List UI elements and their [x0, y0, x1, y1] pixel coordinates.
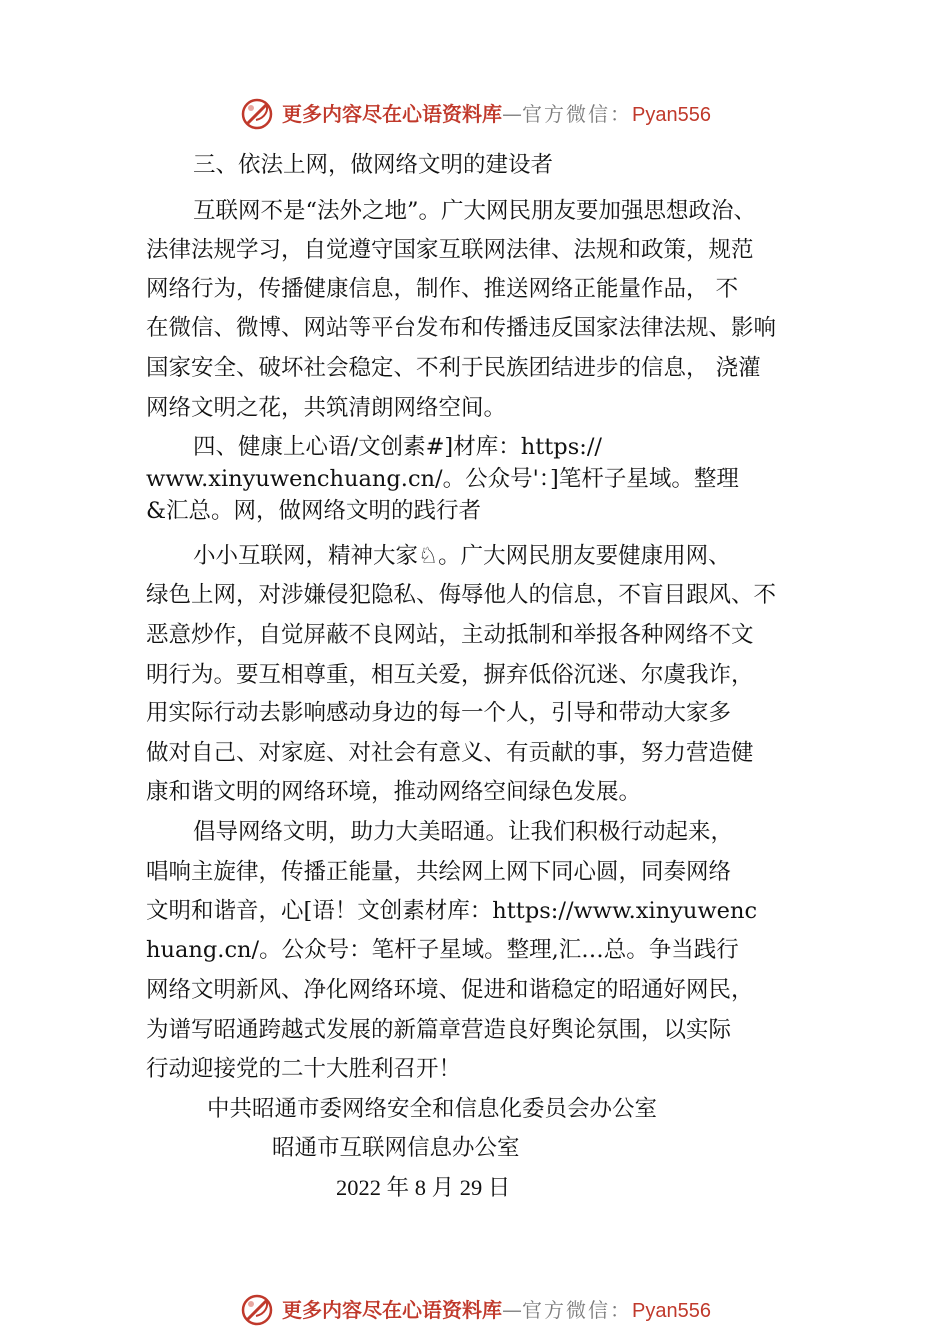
banner-text [282, 101, 711, 128]
closing-line: 网络文明新风、净化网络环境、促进和谐稳定的昭通好网民， [146, 977, 754, 1003]
section4-heading-line: &汇总。网，做网络文明的践行者 [146, 498, 482, 524]
section3-line: 网络行为，传播健康信息，制作、推送网络正能量作品， 不 [146, 276, 739, 302]
closing-line: 行动迎接党的二十大胜利召开！ [146, 1056, 462, 1082]
section4-heading-line: 四、健康上心语/文创素#]材库：https:// [193, 434, 602, 460]
section3-line: 法律法规学习，自觉遵守国家互联网法律、法规和政策，规范 [146, 237, 754, 263]
section4-line: 康和谐文明的网络环境，推动网络空间绿色发展。 [146, 779, 642, 805]
banner-wechat-id: Pyan556 [632, 1300, 711, 1322]
section4-line: 明行为。要互相尊重，相互关爱，摒弃低俗沉迷、尔虞我诈， [146, 662, 754, 688]
quill-logo-icon [239, 1292, 275, 1328]
banner-text [282, 1297, 711, 1324]
section4-line: 用实际行动去影响感动身边的每一个人，引导和带动大家多 [146, 700, 732, 726]
section3-line: 网络文明之花，共筑清朗网络空间。 [146, 395, 507, 421]
quill-logo-icon [239, 96, 275, 132]
closing-line: 文明和谐音，心[语！文创素材库：https://www.xinyuwenc [146, 898, 758, 924]
closing-line: 为谱写昭通跨越式发展的新篇章营造良好舆论氛围，以实际 [146, 1017, 732, 1043]
banner-main-text: 更多内容尽在心语资料库 [282, 1298, 502, 1322]
header-banner [0, 94, 950, 134]
section4-line: 做对自己、对家庭、对社会有意义、有贡献的事，努力营造健 [146, 740, 754, 766]
section3-heading: 三、依法上网，做网络文明的建设者 [193, 152, 554, 178]
footer-banner [0, 1290, 950, 1330]
signature-org-1: 中共昭通市委网络安全和信息化委员会办公室 [207, 1096, 658, 1122]
signature-org-2: 昭通市互联网信息办公室 [272, 1135, 520, 1161]
section3-line: 国家安全、破坏社会稳定、不利于民族团结进步的信息， 浇灌 [146, 355, 761, 381]
banner-dash: — [502, 1298, 522, 1322]
banner-main-text: 更多内容尽在心语资料库 [282, 102, 502, 126]
banner-sub-text: 官方微信： [522, 1298, 632, 1322]
section4-line: 小小互联网，精神大家♘。广大网民朋友要健康用网、 [193, 543, 731, 569]
section4-line: 恶意炒作，自觉屏蔽不良网站，主动抵制和举报各种网络不文 [146, 622, 754, 648]
closing-line: huang.cn/。公众号：笔杆子星域。整理,汇…总。争当践行 [146, 937, 739, 963]
signature-date: 2022 年 8 月 29 日 [336, 1175, 511, 1200]
banner-sub-text: 官方微信： [522, 102, 632, 126]
section3-line: 在微信、微博、网站等平台发布和传播违反国家法律法规、影响 [146, 315, 777, 341]
section4-line: 绿色上网，对涉嫌侵犯隐私、侮辱他人的信息，不盲目跟风、不 [146, 582, 777, 608]
banner-dash: — [502, 102, 522, 126]
closing-line: 唱响主旋律，传播正能量，共绘网上网下同心圆，同奏网络 [146, 859, 732, 885]
banner-wechat-id: Pyan556 [632, 104, 711, 126]
section3-line: 互联网不是“法外之地”。广大网民朋友要加强思想政治、 [193, 198, 757, 224]
closing-line: 倡导网络文明，助力大美昭通。让我们积极行动起来， [193, 819, 734, 845]
section4-heading-line: www.xinyuwenchuang.cn/。公众号'：]笔杆子星域。整理 [146, 466, 739, 492]
